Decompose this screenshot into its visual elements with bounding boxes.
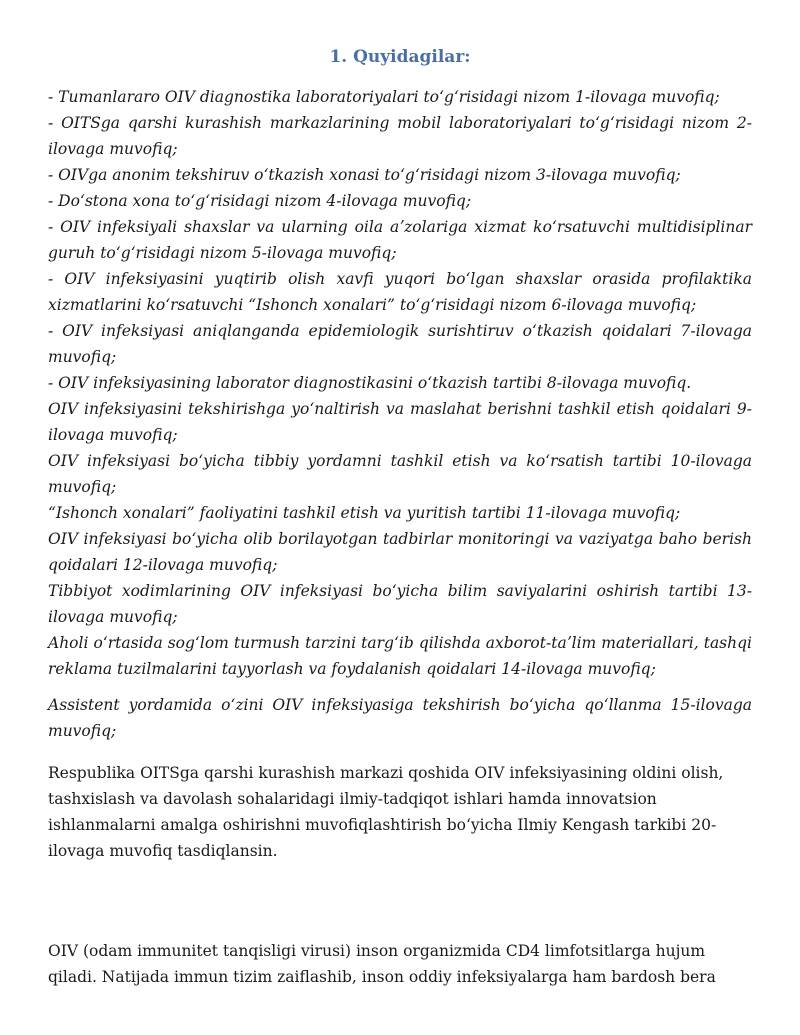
annex-item-3: - OIVga anonim tekshiruv oʻtkazish xonasi toʻgʻrisidagi nizom 3-ilovaga muvofiq; bbox=[48, 166, 681, 184]
closing-paragraph: OIV (odam immunitet tanqisligi virusi) inson organizmida CD4 limfotsitlarga hujum qiladi. Natijada immun tizim zaiflashib, inson oddiy infeksiyalarga ham bardosh bera bbox=[48, 942, 716, 986]
council-paragraph: Respublika OITSga qarshi kurashish markazi qoshida OIV infeksiyasining oldini olish, tashxislash va davolash sohalaridagi ilmiy-tadqiqot ishlari hamda innovatsion ishlanmalarni amalga oshirishni muvofiqlashtirish boʻyicha Ilmiy Kengash tarkibi 20-ilovaga muvofiq tasdiqlansin. bbox=[48, 764, 724, 860]
annex-item-11: “Ishonch xonalari” faoliyatini tashkil etish va yuritish tartibi 11-ilovaga muvofiq; bbox=[48, 504, 681, 522]
annex-item-1: - Tumanlararo OIV diagnostika laboratoriyalari toʻgʻrisidagi nizom 1-ilovaga muvofiq; bbox=[48, 88, 720, 106]
annex-item-13: Tibbiyot xodimlarining OIV infeksiyasi boʻyicha bilim saviyalarini oshirish tartibi 13-ilovaga muvofiq; bbox=[48, 582, 752, 626]
annex-item-12: OIV infeksiyasi boʻyicha olib borilayotgan tadbirlar monitoringi va vaziyatga baho berish qoidalari 12-ilovaga muvofiq; bbox=[48, 530, 752, 574]
annex-item-15: Assistent yordamida oʻzini OIV infeksiyasiga tekshirish boʻyicha qoʻllanma 15-ilovaga muvofiq; bbox=[48, 696, 752, 740]
annex-item-2: - OITSga qarshi kurashish markazlarining mobil laboratoriyalari toʻgʻrisidagi nizom 2-ilovaga muvofiq; bbox=[48, 114, 752, 158]
annex-item-9: OIV infeksiyasini tekshirishga yoʻnaltirish va maslahat berishni tashkil etish qoidalari 9-ilovaga muvofiq; bbox=[48, 400, 752, 444]
section-heading: 1. Quyidagilar: bbox=[329, 47, 471, 67]
annex-item-8: - OIV infeksiyasining laborator diagnostikasini oʻtkazish tartibi 8-ilovaga muvofiq. bbox=[48, 374, 692, 392]
annex-item-6: - OIV infeksiyasini yuqtirib olish xavfi yuqori boʻlgan shaxslar orasida profilaktika xizmatlarini koʻrsatuvchi “Ishonch xonalari” toʻgʻrisidagi nizom 6-ilovaga muvofiq; bbox=[48, 270, 752, 314]
annex-item-4: - Doʻstona xona toʻgʻrisidagi nizom 4-ilovaga muvofiq; bbox=[48, 192, 472, 210]
annex-item-7: - OIV infeksiyasi aniqlanganda epidemiologik surishtiruv oʻtkazish qoidalari 7-ilovaga muvofiq; bbox=[48, 322, 752, 366]
annex-list bbox=[48, 84, 752, 744]
annex-item-10: OIV infeksiyasi boʻyicha tibbiy yordamni tashkil etish va koʻrsatish tartibi 10-ilovaga muvofiq; bbox=[48, 452, 752, 496]
annex-item-5: - OIV infeksiyali shaxslar va ularning oila aʼzolariga xizmat koʻrsatuvchi multidisiplinar guruh toʻgʻrisidagi nizom 5-ilovaga muvofiq; bbox=[48, 218, 752, 262]
annex-item-14: Aholi oʻrtasida sogʻlom turmush tarzini targʻib qilishda axborot-taʼlim materiallari, tashqi reklama tuzilmalarini tayyorlash va foydalanish qoidalari 14-ilovaga muvofiq; bbox=[48, 634, 752, 678]
